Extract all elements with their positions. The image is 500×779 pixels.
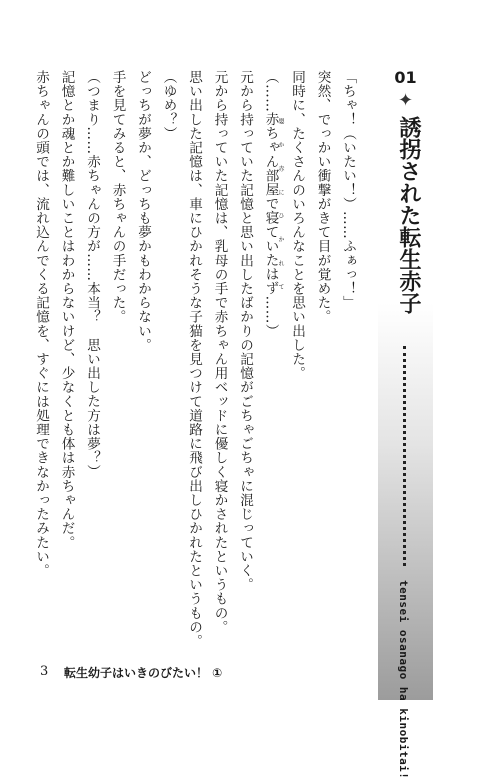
body-line: 突然、でっかい衝撃がきて目が覚めた。 (314, 70, 331, 324)
body-line: どっちが夢か、どっちも夢かもわからない。 (135, 70, 151, 352)
body-line: 元から持っていた記憶は、乳母の手で赤ちゃん用ベッドに優しく寝かされたというもの。 (211, 70, 228, 634)
body-line: 思い出した記憶は、車にひかれそうな子猫を見つけて道路に飛び出しひかれたというもの。 (186, 70, 202, 649)
body-line: 同時に、たくさんのいろんなことを思い出した。 (289, 70, 305, 381)
chapter-romanization: tensei osanago ha kinobitai! (397, 580, 410, 779)
body-line-with-ruby: （……赤ちゃん部屋で寝ていたはず嬰か赤にひかれて……） (262, 70, 284, 338)
body-line: 記憶とか魂とか難しいことはわからないけど、少なくとも体は赤ちゃんだ。 (58, 70, 75, 550)
dotted-leader (403, 346, 425, 566)
running-title: 転生幼子はいきのびたい！ ① (64, 666, 223, 680)
chapter-title: 誘拐された転生赤子 (396, 116, 421, 314)
chapter-number: 01 (394, 68, 417, 87)
body-line: 手を見てみると、赤ちゃんの手だった。 (109, 70, 126, 324)
chapter-header (378, 60, 433, 779)
body-line: （ゆめ？） (160, 70, 177, 141)
page-number: 3 (40, 664, 49, 679)
sparkle-icon: ✦ (397, 90, 414, 111)
body-text (33, 70, 360, 649)
body-line: 赤ちゃんの頭では、流れ込んでくる記憶を、すぐには処理できなかったみたい。 (33, 70, 49, 578)
body-line: 元から持っていた記憶と思い出したばかりの記憶がごちゃごちゃに混じっていく。 (237, 70, 253, 592)
body-line: （つまり……赤ちゃんの方が……本当？ 思い出した方は夢？） (84, 70, 100, 479)
ruby-annotation: 赤ちゃん部屋で寝ていたはず嬰か赤にひかれて (262, 112, 284, 296)
body-line: 「ちゃ！（いたい！）……ふぁっ！」 (340, 70, 356, 310)
